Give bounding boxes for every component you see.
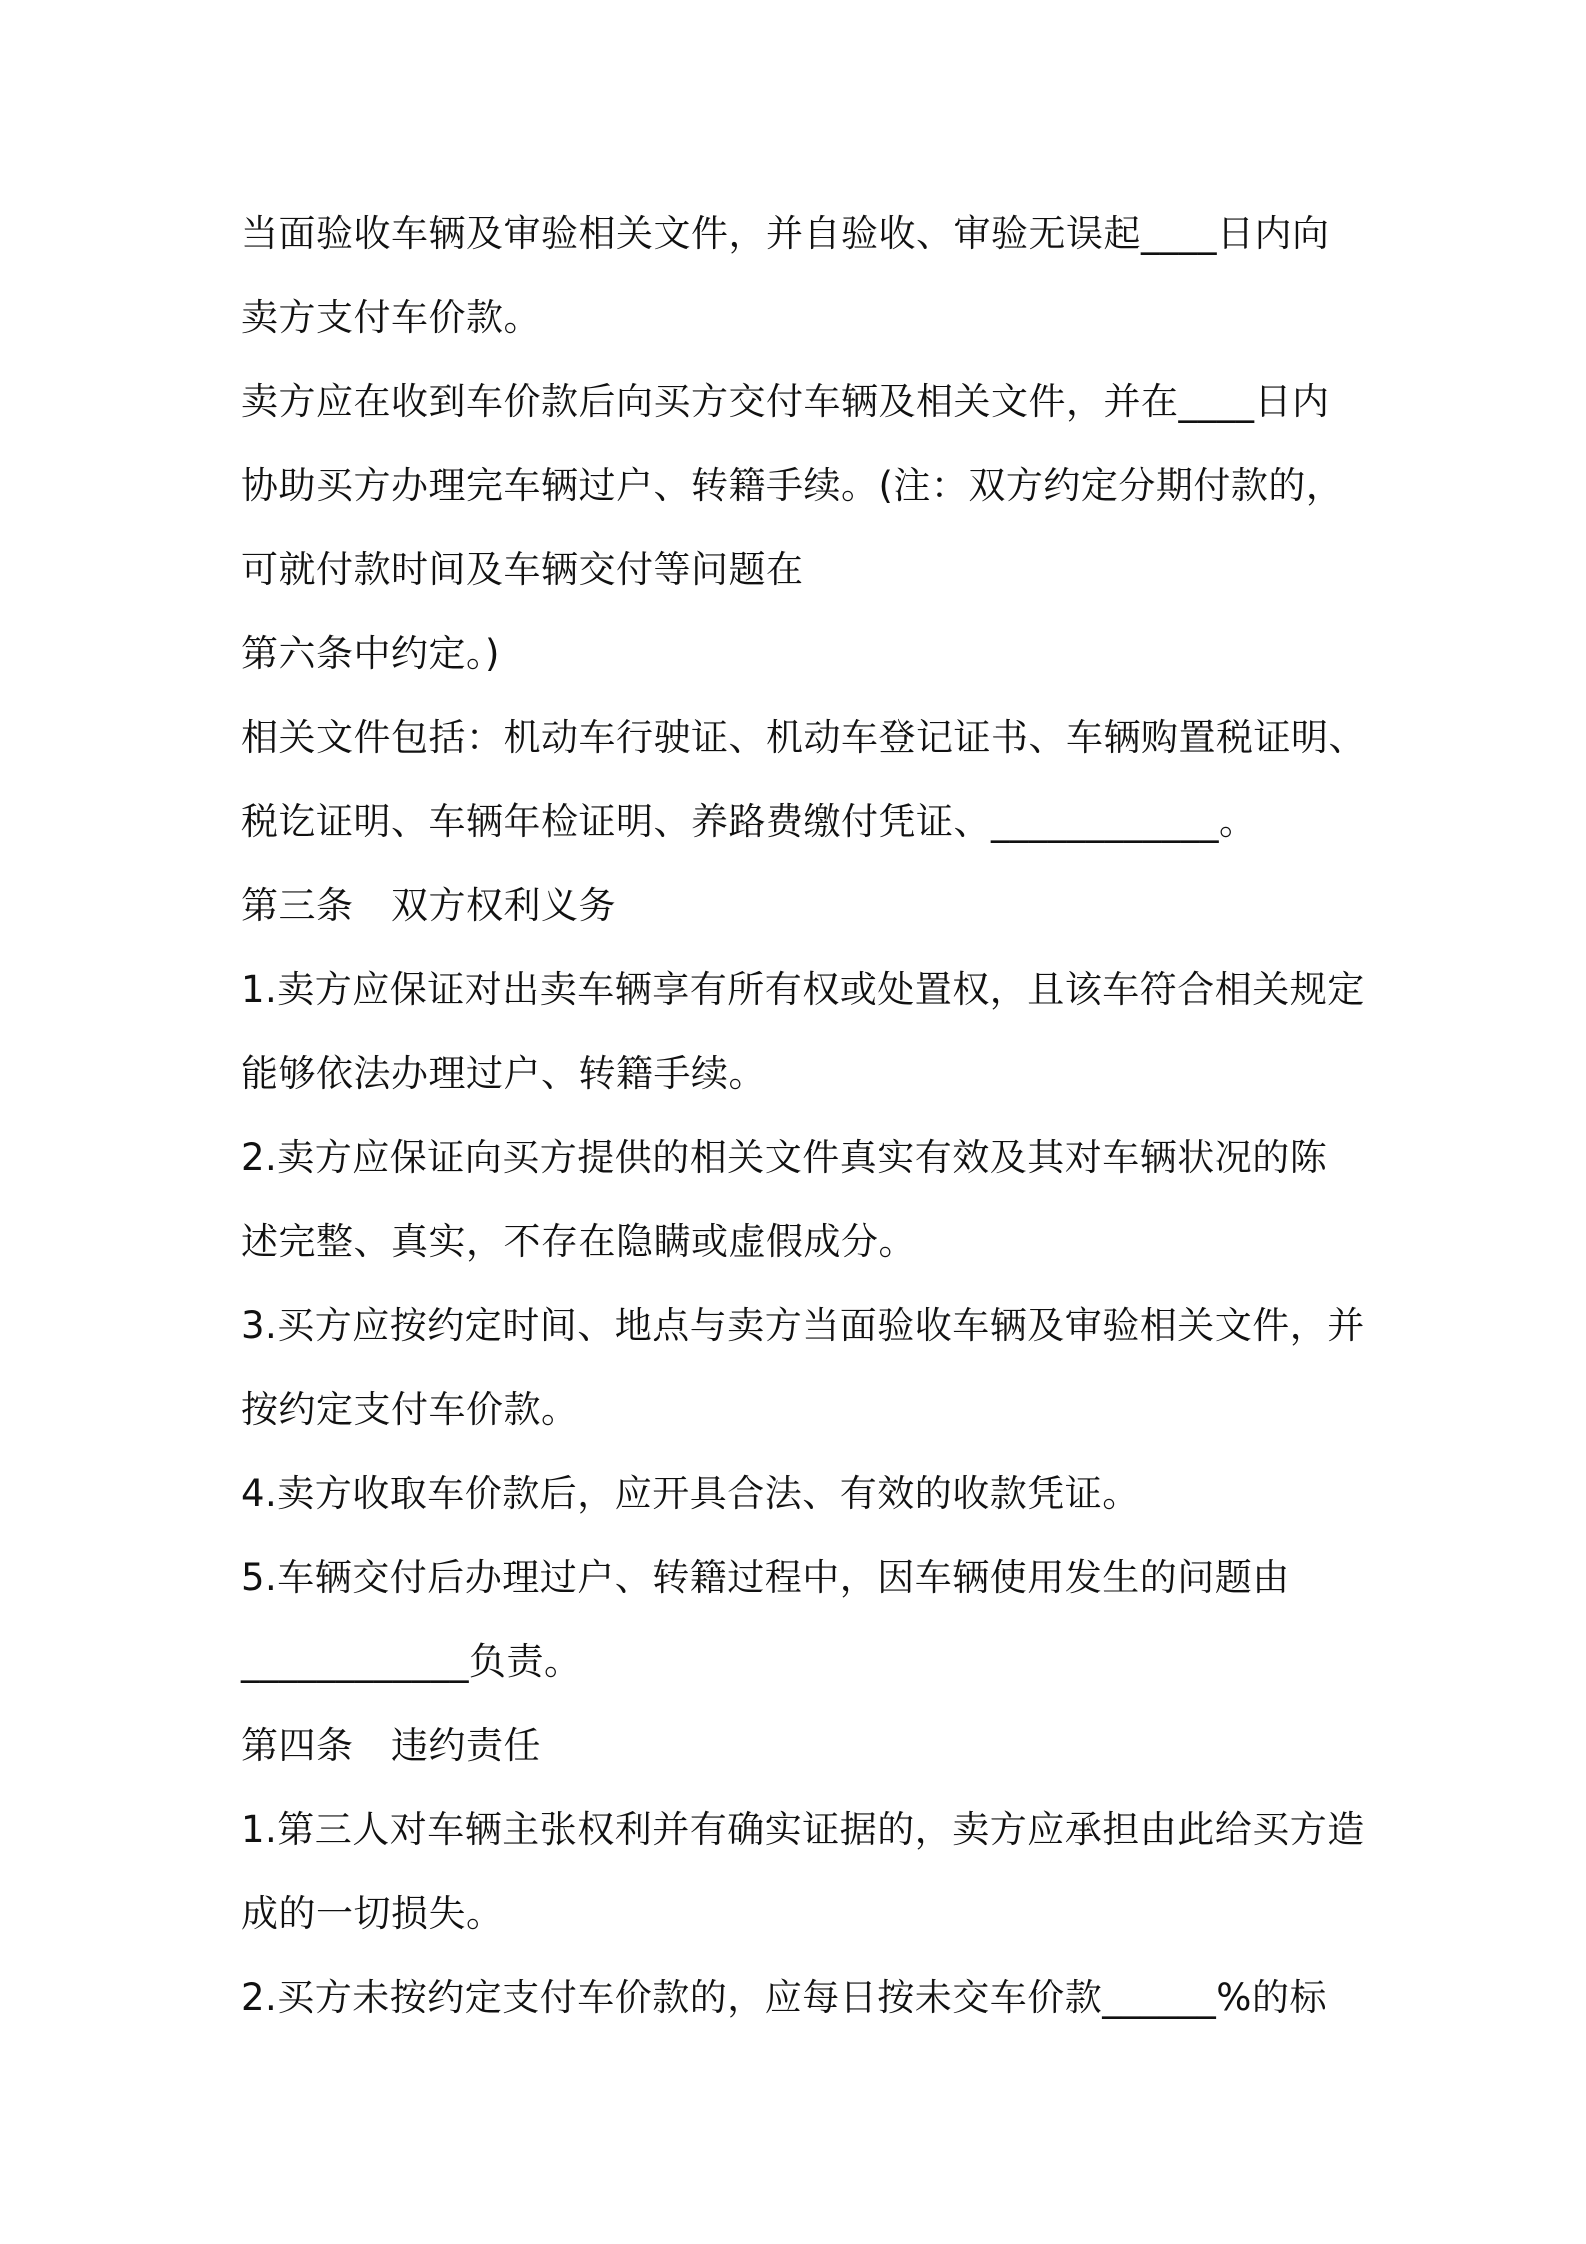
text-line: 1.卖方应保证对出卖车辆享有所有权或处置权，且该车符合相关规定 [241, 968, 1365, 1011]
text-line: 2.买方未按约定支付车价款的，应每日按未交车价款______%的标 [241, 1976, 1327, 2019]
text-line: 可就付款时间及车辆交付等问题在 [241, 548, 804, 591]
text-line: 述完整、真实，不存在隐瞒或虚假成分。 [241, 1220, 916, 1263]
text-line: 1.第三人对车辆主张权利并有确实证据的，卖方应承担由此给买方造 [241, 1808, 1365, 1851]
text-line: 税讫证明、车辆年检证明、养路费缴付凭证、____________。 [241, 800, 1257, 843]
text-line: 成的一切损失。 [241, 1892, 504, 1935]
text-line: 协助买方办理完车辆过户、转籍手续。(注：双方约定分期付款的， [241, 464, 1344, 507]
text-line: 相关文件包括：机动车行驶证、机动车登记证书、车辆购置税证明、 [241, 716, 1366, 759]
text-line: 能够依法办理过户、转籍手续。 [241, 1052, 766, 1095]
text-line: 2.卖方应保证向买方提供的相关文件真实有效及其对车辆状况的陈 [241, 1136, 1328, 1179]
text-line: 当面验收车辆及审验相关文件，并自验收、审验无误起____日内向 [241, 212, 1330, 255]
text-line: 按约定支付车价款。 [241, 1388, 579, 1431]
text-line: 第六条中约定。) [241, 632, 500, 675]
section-heading: 第四条 违约责任 [241, 1724, 541, 1767]
text-line: 卖方支付车价款。 [241, 296, 541, 339]
text-line: ____________负责。 [241, 1640, 582, 1683]
text-line: 4.卖方收取车价款后，应开具合法、有效的收款凭证。 [241, 1472, 1140, 1515]
text-line: 3.买方应按约定时间、地点与卖方当面验收车辆及审验相关文件，并 [241, 1304, 1365, 1347]
text-line: 卖方应在收到车价款后向买方交付车辆及相关文件，并在____日内 [241, 380, 1330, 423]
document-body [241, 192, 1366, 2040]
text-line: 5.车辆交付后办理过户、转籍过程中，因车辆使用发生的问题由 [241, 1556, 1290, 1599]
section-heading: 第三条 双方权利义务 [241, 884, 616, 927]
